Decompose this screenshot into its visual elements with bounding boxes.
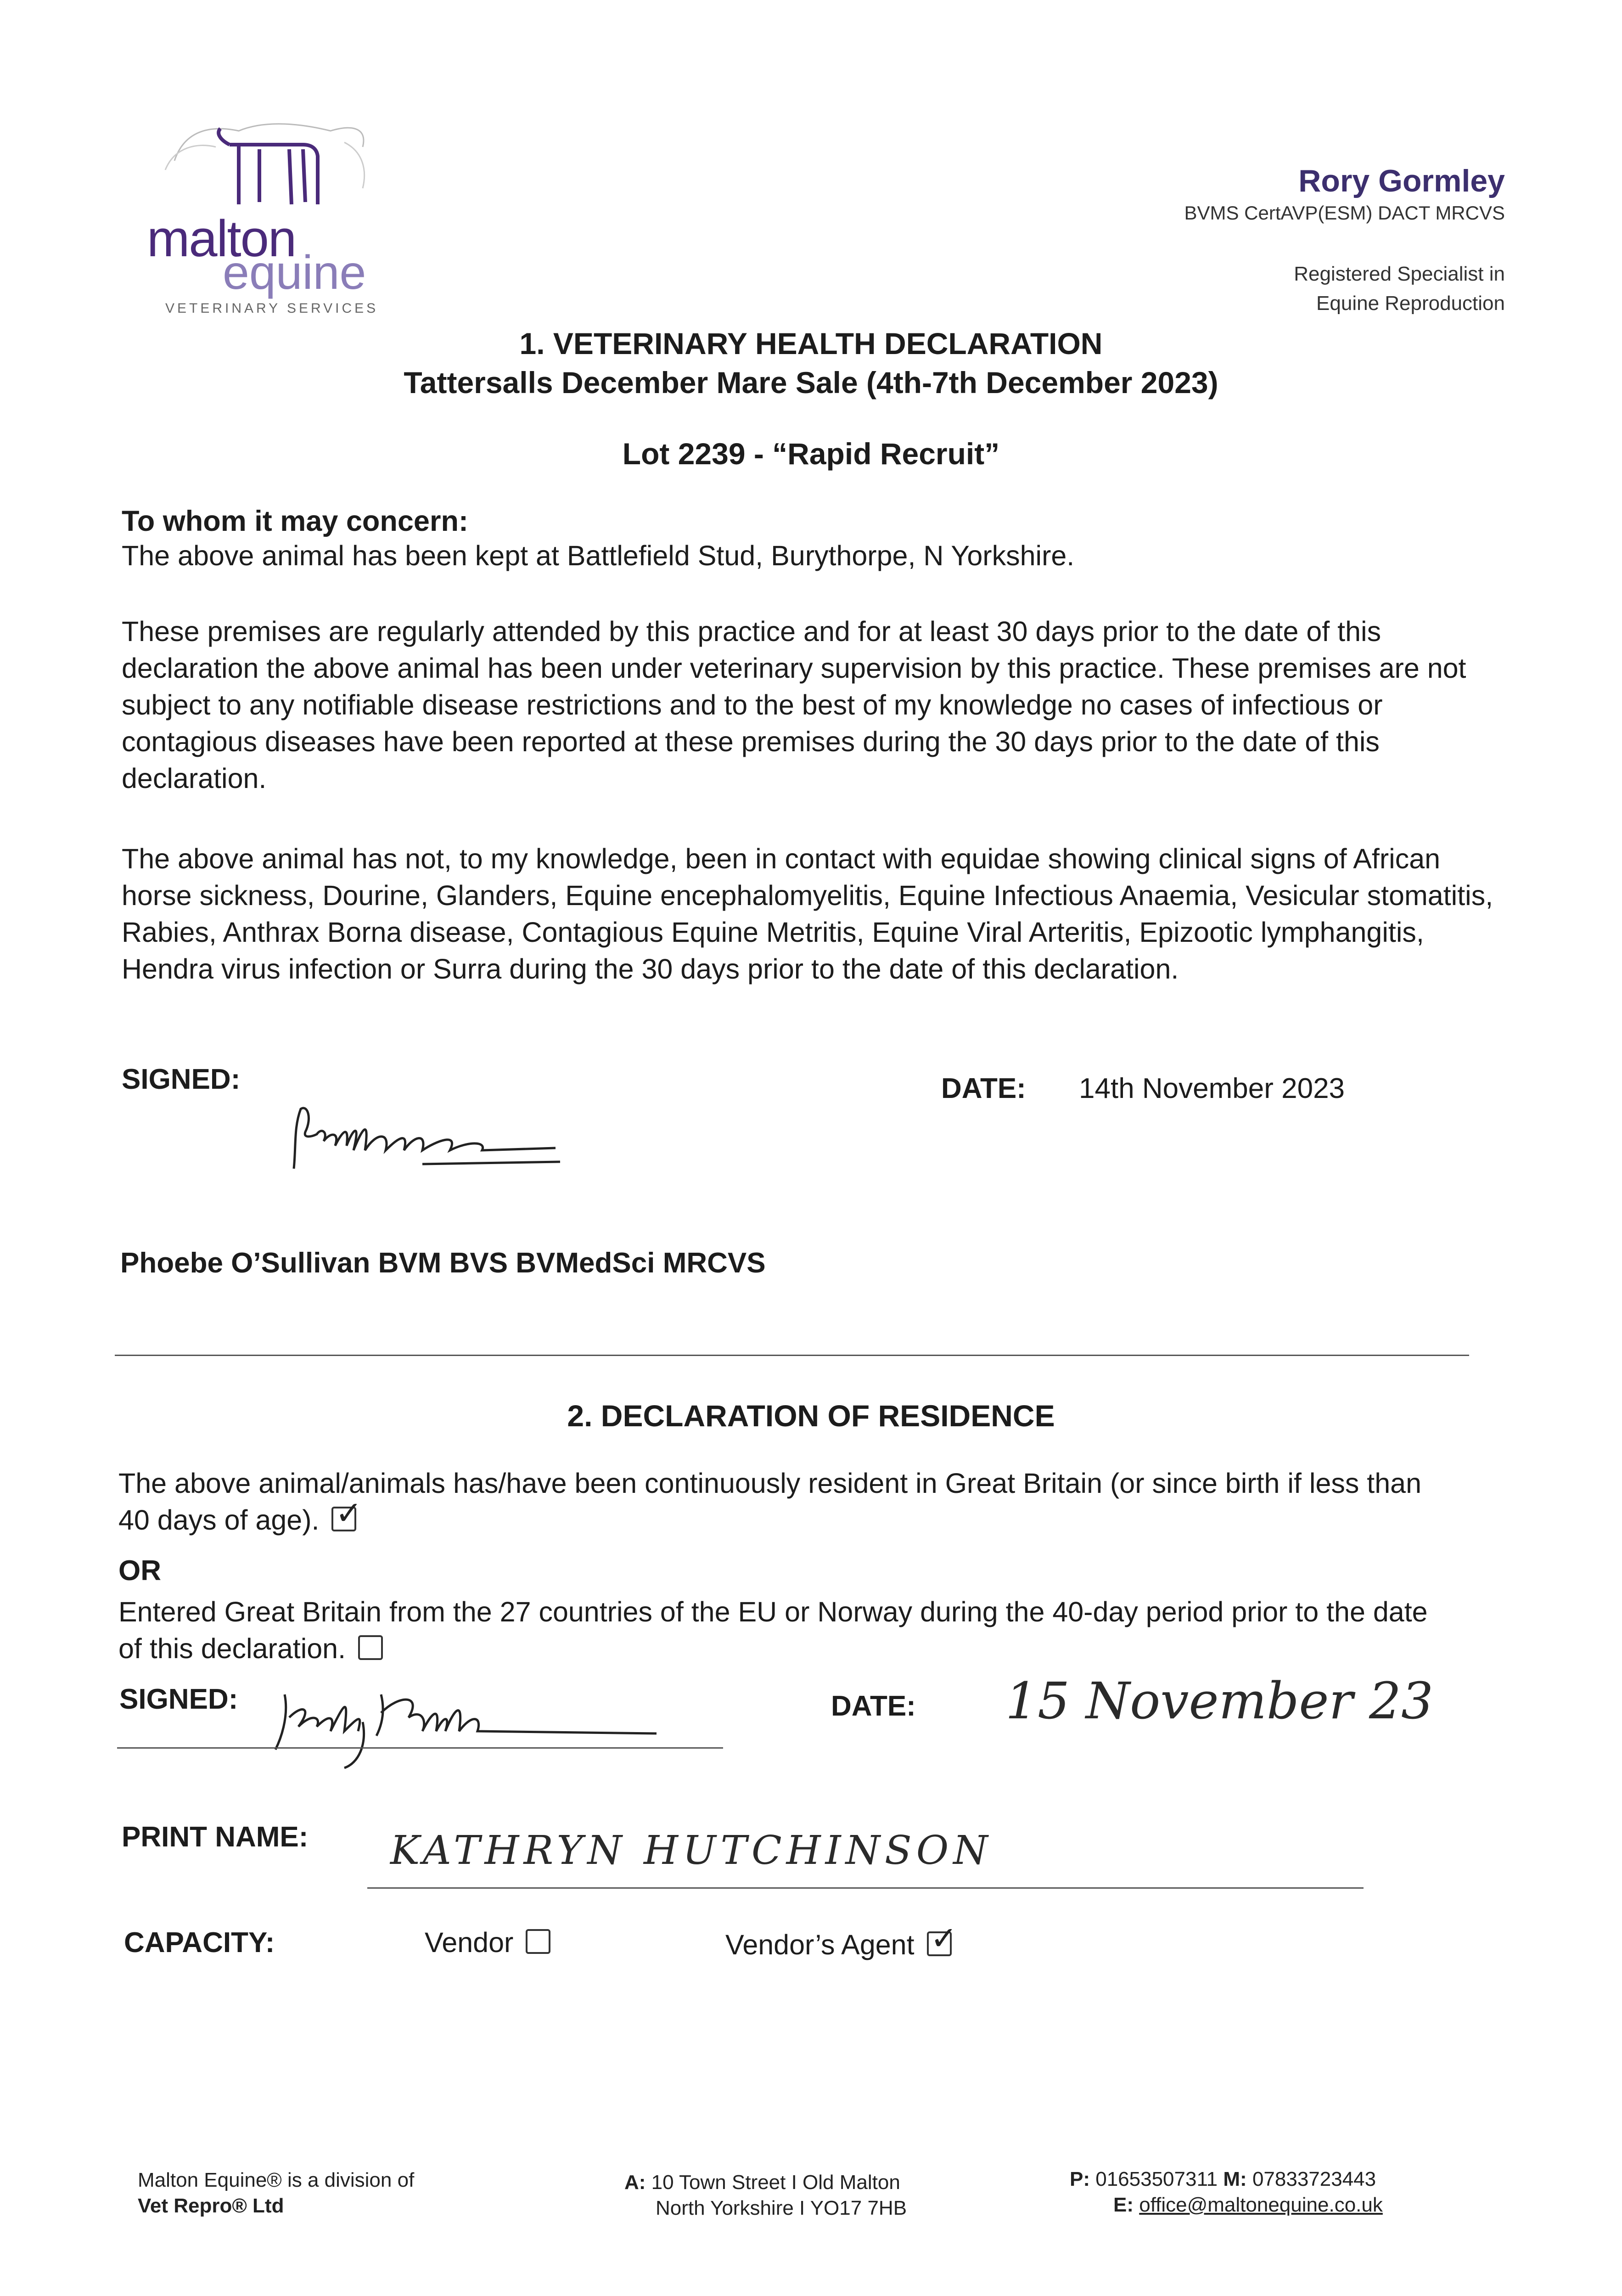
lot-title: Lot 2239 - “Rapid Recruit”: [622, 437, 1000, 471]
email-link[interactable]: office@maltonequine.co.uk: [1139, 2194, 1383, 2216]
section1-date-label: DATE:: [941, 1073, 1026, 1104]
vet-signature: [285, 1100, 569, 1182]
capacity-label: CAPACITY:: [124, 1927, 275, 1958]
checkmark-icon: ✓: [930, 1919, 958, 1957]
address-label: A:: [624, 2171, 646, 2194]
vet-qualifications: BVMS CertAVP(ESM) DACT MRCVS: [1184, 202, 1505, 224]
section1-subtitle: Tattersalls December Mare Sale (4th-7th December 2023): [404, 366, 1218, 400]
checkmark-icon: ✓: [335, 1494, 363, 1532]
address-line1: 10 Town Street I Old Malton: [651, 2171, 900, 2194]
section2-para1: [118, 1465, 1450, 1538]
print-name-label: PRINT NAME:: [122, 1821, 309, 1853]
section1-para1: The above animal has been kept at Battlefield Stud, Burythorpe, N Yorkshire.: [122, 540, 1075, 571]
section2-title: 2. DECLARATION OF RESIDENCE: [567, 1399, 1055, 1433]
vendor-signature-line: [117, 1747, 723, 1749]
section1-para3: The above animal has not, to my knowledge, been in contact with equidae showing clinical signs of African horse sickness, Dourine, Glanders, Equine encephalomyelitis, Equine Infectious Anaemia, Vesicular stomatitis, Rabies, Anthrax Borna disease, Contagious Equine Metritis, Equine Viral Arteritis, Epizootic lymphangitis, Hendra virus infection or Surra during the 30 days prior to the date of this declaration.: [122, 843, 1493, 985]
vet-registration: [1294, 259, 1505, 318]
section-divider: [115, 1355, 1469, 1356]
section1-title: 1. VETERINARY HEALTH DECLARATION: [519, 326, 1103, 360]
vendor-signature: [271, 1667, 670, 1773]
footer-division: Malton Equine® is a division of: [138, 2169, 415, 2191]
footer-company: [138, 2167, 414, 2219]
horse-logo-icon: [147, 92, 404, 216]
brand-sub: equine: [223, 246, 366, 299]
vendor-option: [425, 1926, 550, 1958]
print-name-line: [367, 1887, 1364, 1889]
email-label: E:: [1113, 2194, 1134, 2216]
section2-date-value: 15 November 23: [1005, 1671, 1433, 1730]
or-label: OR: [118, 1555, 161, 1587]
mobile-label: M:: [1223, 2168, 1247, 2190]
vet-reg-line1: Registered Specialist in: [1294, 263, 1505, 285]
brand-name: malton: [147, 210, 296, 267]
entered-checkbox[interactable]: [358, 1635, 383, 1660]
section2-para2: [118, 1593, 1450, 1667]
section2-signed-label: SIGNED:: [119, 1683, 238, 1715]
agent-checkbox[interactable]: [927, 1919, 958, 1957]
brand-tagline: VETERINARY SERVICES: [165, 301, 379, 316]
section1-para2: These premises are regularly attended by this practice and for at least 30 days prior to the date of this declaration the above animal has been under veterinary supervision by this practice. These premises are not subject to any notifiable disease restrictions and to the best of my knowledge no cases of infectious or contagious diseases have been reported at these premises during the 30 days prior to the date of this declaration.: [122, 616, 1466, 794]
section1-signed-label: SIGNED:: [122, 1064, 241, 1095]
residence-text: The above animal/animals has/have been continuously resident in Great Britain (or since birth if less than 40 days of age).: [118, 1468, 1422, 1536]
address-line2: North Yorkshire I YO17 7HB: [656, 2197, 907, 2219]
agent-label: Vendor’s Agent: [725, 1929, 915, 1960]
phone-value: 01653507311: [1095, 2168, 1218, 2190]
footer-address: [624, 2170, 907, 2221]
vendor-checkbox[interactable]: [526, 1929, 550, 1954]
logo: [147, 92, 404, 321]
phone-label: P:: [1070, 2168, 1090, 2190]
section1-date-value: 14th November 2023: [1079, 1073, 1345, 1104]
footer-company-name: Vet Repro® Ltd: [138, 2195, 284, 2217]
vendor-label: Vendor: [425, 1927, 514, 1958]
entered-text: Entered Great Britain from the 27 countries of the EU or Norway during the 40-day period prior to the date of this declaration.: [118, 1596, 1428, 1664]
vet-signatory: Phoebe O’Sullivan BVM BVS BVMedSci MRCVS: [120, 1247, 766, 1279]
print-name-value: KATHRYN HUTCHINSON: [390, 1828, 993, 1874]
vet-name: Rory Gormley: [1298, 163, 1505, 198]
residence-checkbox[interactable]: [331, 1494, 363, 1532]
greeting: To whom it may concern:: [122, 505, 468, 537]
footer-contact: [1070, 2167, 1383, 2218]
section2-date-label: DATE:: [831, 1690, 916, 1722]
vet-reg-line2: Equine Reproduction: [1316, 292, 1505, 315]
agent-option: [725, 1919, 958, 1961]
mobile-value: 07833723443: [1252, 2168, 1376, 2190]
